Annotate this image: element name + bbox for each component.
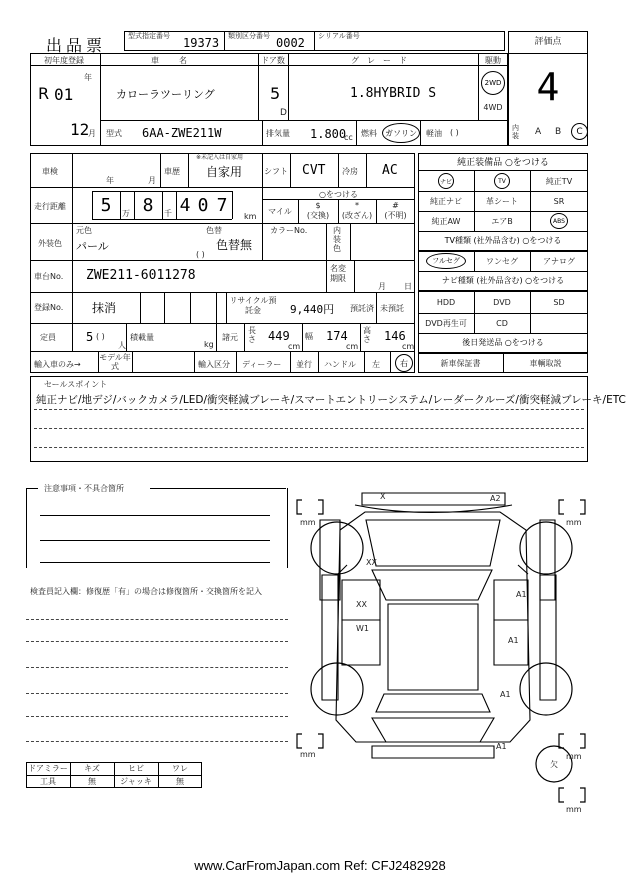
later-manual: 車輌取説 (529, 358, 562, 368)
light-oil-value: ( ) (450, 128, 459, 137)
drive-2wd-circled: 2WD (481, 71, 505, 95)
mileage-digit-1: 5 (100, 194, 112, 216)
import-opt-parallel: 並行 (296, 360, 312, 369)
handle-left: 左 (372, 360, 380, 369)
windshield (372, 570, 492, 600)
mark-left-rear-w1: W1 (356, 624, 369, 633)
wheel-front-left (311, 522, 363, 574)
acc-header-crack: ヒビ (128, 764, 144, 773)
acc-header-scratch: キズ (84, 764, 100, 773)
recycle-value: 9,440円 (290, 303, 335, 316)
later-warranty: 新車保証書 (440, 358, 481, 368)
mileage-opt-tampered: * (改ざん) (341, 201, 373, 220)
fuel-gasoline-circled: ガソリン (382, 123, 420, 143)
mileage-digit-2: 8 (142, 194, 154, 216)
wheel-front-right (520, 522, 572, 574)
mark-front-left-xx: XX (366, 558, 377, 567)
load-label: 積載量 (130, 333, 154, 342)
recycle-label: リサイクル預託金 (229, 296, 277, 315)
mark-right-quarter-a1: A1 (500, 690, 511, 699)
hood (366, 520, 500, 566)
tv-title: TV種類 (社外品含む) ○をつける (418, 231, 588, 251)
interior-color-label: 内装色 (333, 226, 341, 253)
shaken-label: 車検 (42, 167, 58, 176)
handle-right-circled: 右 (395, 354, 413, 372)
defects-bracket (26, 488, 288, 568)
use-value: 自家用 (206, 165, 243, 179)
capacity: 5 (86, 330, 94, 344)
mark-right-rear-a1: A1 (508, 636, 519, 645)
rating-label: 評価点 (534, 37, 562, 47)
shaken-year-unit: 年 (106, 176, 114, 185)
doors: 5 (270, 84, 281, 103)
mileage-man: 万 (122, 209, 130, 218)
nav-title: ナビ種類 (社外品含む) ○をつける (418, 271, 588, 291)
mm-front-right: mm (566, 518, 582, 527)
type-code: 19373 (183, 36, 220, 50)
capacity-paren: ( ) (96, 332, 105, 341)
hgt-label: 高さ (363, 326, 371, 344)
car-name: カローラツーリング (116, 88, 215, 101)
nc-month: 月 (378, 282, 386, 291)
model-label: 型式 (106, 129, 122, 138)
repaint-label: 色替 (206, 226, 222, 235)
door-type: D (280, 108, 287, 118)
mm-rear-left: mm (300, 750, 316, 759)
mileage-digit-5: 7 (216, 194, 228, 216)
drive-label: 駆動 (485, 56, 501, 65)
tv-oneseg: ワンセグ (486, 256, 518, 266)
import-label: 輸入区分 (198, 360, 230, 369)
sales-box (30, 376, 588, 462)
serial-label: シリアル番号 (318, 32, 360, 40)
grade-label: グレード (351, 56, 415, 65)
shift-label: シフト (264, 167, 288, 176)
color-no-label: カラーNo. (270, 226, 308, 235)
equip-genuine-tv: 純正TV (545, 176, 573, 186)
mark-front-bumper-x: X (380, 492, 386, 501)
mileage-unit: km (244, 212, 257, 221)
acc-tools-label: 工具 (40, 777, 56, 786)
acc-header-break: ワレ (172, 764, 188, 773)
interior-grade-b: B (555, 127, 562, 137)
recycle-none: 未預託 (380, 304, 404, 313)
displacement: 1.800 (310, 127, 347, 141)
class-code: 0002 (276, 36, 305, 50)
rating-value: 4 (536, 65, 560, 109)
equip-sr: SR (553, 196, 565, 206)
acc-header-mirror: ドアミラー (28, 764, 68, 773)
mileage-opt-exchange: $ (交換) (306, 201, 330, 220)
acc-jack-value: 無 (176, 777, 184, 786)
later-title: 後日発送品 ○をつける (418, 333, 588, 353)
mark-right-door-a1: A1 (516, 590, 527, 599)
nc-day: 日 (404, 282, 412, 291)
interior-grade-c-circled: C (571, 123, 588, 140)
width: 174 (326, 329, 348, 343)
dims-label: 諸元 (222, 333, 238, 342)
interior-grade-a: A (535, 127, 542, 137)
displacement-label: 排気量 (266, 129, 290, 138)
mark-rear-bumper-a1: A1 (496, 742, 507, 751)
sales-text: 純正ナビ/地デジ/バックカメラ/LED/衝突軽減ブレーキ/スマートエントリーシステム/レーダークルーズ/衝突軽減ブレーキ/ETC (36, 394, 626, 406)
use-label: 車歴 (164, 167, 180, 176)
mark-front-bumper-a2: A2 (490, 494, 501, 503)
displacement-unit: cc (344, 133, 353, 142)
equip-leather: 革シート (486, 196, 518, 206)
orig-color: パール (76, 240, 109, 253)
acc-tools-value: 無 (88, 777, 96, 786)
mark-left-door-xx: XX (356, 600, 367, 609)
nav-dvd: DVD (493, 297, 511, 307)
class-code-label: 類別区分番号 (228, 32, 270, 40)
repaint-value: 色替無 (216, 238, 253, 252)
mm-spare: mm (566, 805, 582, 814)
wheel-rear-left (311, 663, 363, 715)
length-cm: cm (288, 342, 301, 351)
month: 12 (70, 120, 90, 139)
type-code-label: 型式指定番号 (128, 32, 170, 40)
import-only: 輸入車のみ→ (34, 360, 81, 369)
equip-genuine-navi: 純正ナビ (430, 196, 462, 206)
chassis-label: 車台No. (34, 272, 64, 281)
equip-genuine-aw: 純正AW (431, 216, 461, 226)
mileage-label: 走行距離 (34, 202, 66, 211)
equipment-title: 純正装備品 ○をつける (418, 153, 588, 171)
shift-value: CVT (302, 163, 326, 178)
nav-hdd: HDD (436, 297, 456, 307)
mileage-sen: 千 (164, 209, 172, 218)
mm-front-left: mm (300, 518, 316, 527)
nav-sd: SD (553, 297, 565, 307)
import-opt-dealer: ディーラー (242, 360, 282, 369)
front-right-door (494, 580, 528, 620)
rear-bumper (372, 746, 494, 758)
width-cm: cm (346, 342, 359, 351)
trunk (372, 718, 494, 742)
model-year-label: モデル年式 (99, 353, 131, 371)
height-cm: cm (402, 342, 415, 351)
interior-label: 内装 (512, 124, 519, 140)
car-name-label: 車名 (151, 56, 207, 65)
defects-label: 注意事項・不具合箇所 (44, 484, 124, 493)
nav-cd: CD (496, 318, 508, 328)
model: 6AA-ZWE211W (142, 126, 222, 140)
spare-missing: 欠 (550, 759, 558, 769)
equip-airbag: エアB (491, 216, 513, 226)
wid-label: 幅 (305, 332, 313, 341)
door-label: ドア数 (261, 56, 285, 65)
ac-value: AC (382, 163, 398, 178)
load-unit: kg (204, 340, 214, 349)
mileage-opt-unknown: # (不明) (384, 201, 407, 220)
year-num: 01 (54, 85, 74, 104)
year-unit: 年 (84, 73, 92, 82)
reg-label: 登録No. (34, 303, 64, 312)
capacity-label: 定員 (40, 333, 56, 342)
height: 146 (384, 329, 406, 343)
name-change-label: 名変期限 (330, 264, 346, 283)
mileage-digit-3: 4 (179, 194, 191, 216)
acc-jack-label: ジャッキ (120, 777, 152, 786)
chassis: ZWE211-6011278 (86, 268, 196, 283)
equip-navi-circled: ナビ (418, 171, 474, 191)
light-oil-label: 軽油 (426, 129, 442, 138)
orig-color-label: 元色 (76, 226, 92, 235)
wheel-rear-right (520, 663, 572, 715)
month-unit: 月 (88, 129, 96, 138)
recycle-done: 預託済 (350, 304, 374, 313)
mileage-digit-4: 0 (197, 194, 209, 216)
year-era: R (38, 84, 50, 103)
equip-abs-circled: ABS (530, 211, 588, 231)
mileage-opt-mile: マイル (268, 206, 292, 216)
nav-dvd-play: DVD再生可 (425, 318, 467, 328)
footer-watermark: www.CarFromJapan.com Ref: CFJ2482928 (194, 858, 446, 873)
length: 449 (268, 329, 290, 343)
first-reg-label: 初年度登録 (44, 56, 84, 65)
inspector-label: 検査員記入欄：修復歴「有」の場合は修復箇所・交換箇所を記入 (30, 587, 262, 596)
tv-analog: アナログ (543, 256, 575, 266)
equip-tv-circled: TV (474, 171, 530, 191)
use-note: ※未記入は自家用 (196, 154, 244, 161)
color-label: 外装色 (38, 239, 62, 248)
drive-4wd: 4WD (483, 103, 503, 112)
sheet-title: 出品票 (46, 36, 107, 55)
reg-value: 抹消 (92, 301, 117, 315)
tv-fullseg-circled: フルセグ (418, 251, 474, 271)
mm-rear-right: mm (566, 752, 582, 761)
sales-label: セールスポイント (44, 380, 108, 389)
roof (388, 604, 478, 690)
handle-label: ハンドル (324, 360, 356, 369)
repaint-paren: ( ) (196, 250, 205, 259)
len-label: 長さ (248, 326, 256, 344)
grade: 1.8HYBRID S (350, 86, 437, 101)
mileage-check: ○をつける (319, 190, 358, 199)
ac-label: 冷房 (342, 167, 358, 176)
shaken-month-unit: 月 (148, 176, 156, 185)
fuel-label: 燃料 (361, 129, 377, 138)
capacity-unit: 人 (118, 341, 126, 350)
